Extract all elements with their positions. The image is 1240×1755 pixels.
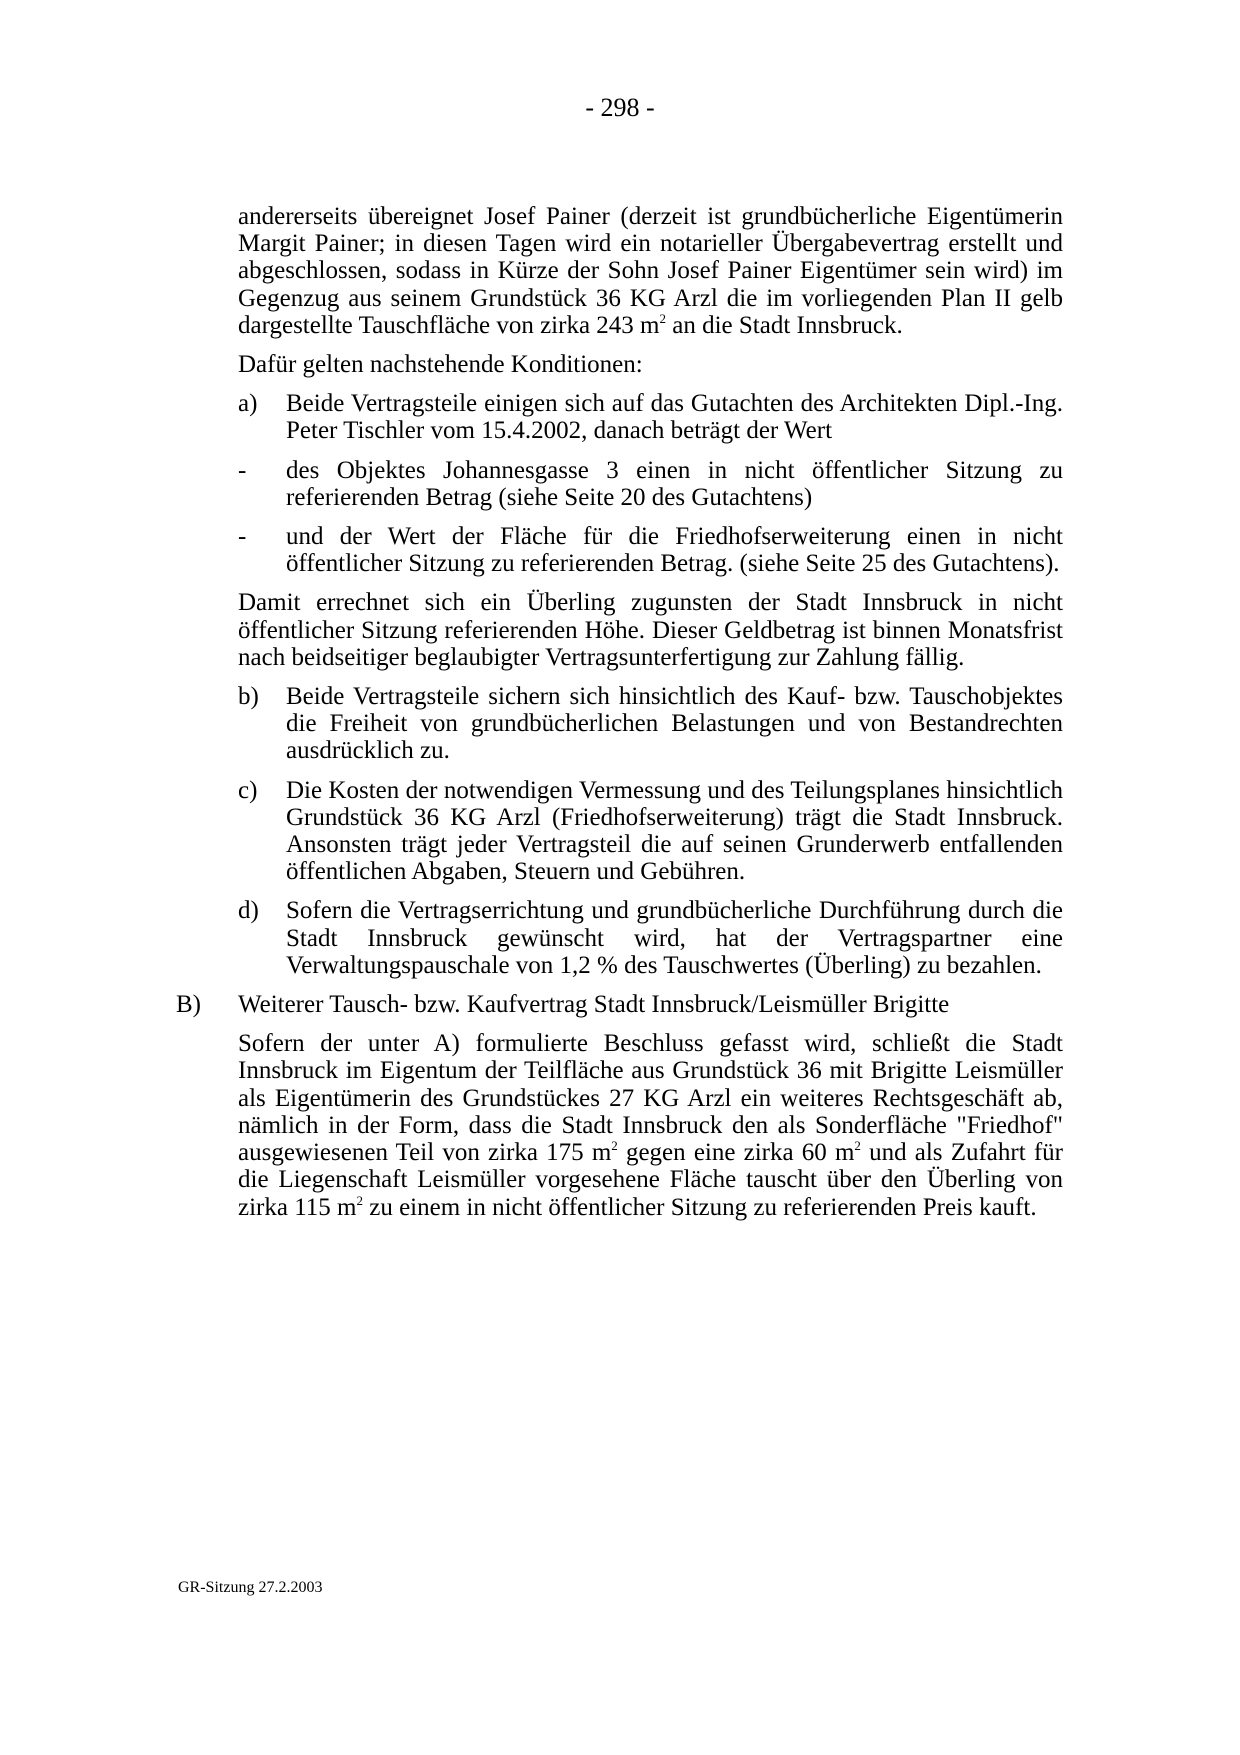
list-item-a	[238, 390, 1063, 444]
list-item-text: Beide Vertragsteile einigen sich auf das Gutachten des Architekten Dipl.-Ing. Peter Tischler vom 15.4.2002, danach beträgt der Wert	[286, 390, 1063, 445]
section-heading-text: Weiterer Tausch- bzw. Kaufvertrag Stadt Innsbruck/Leismüller Brigitte	[238, 991, 950, 1019]
dash-item-2	[238, 523, 1063, 577]
intro-text: andererseits übereignet Josef Painer (derzeit ist grundbücherliche Eigentümerin Margit Painer; in diesen Tagen wird ein notarieller Übergabevertrag erstellt und abgeschlossen, sodass in Kürze der Sohn Josef Painer Eigentümer sein wird) im Gegenzug aus seinem Grundstück 36 KG Arzl die im vorliegenden Plan II gelb dargestellte Tauschfläche von zirka 243 m	[238, 203, 1063, 339]
list-marker: d)	[238, 897, 259, 925]
list-item-b	[238, 683, 1063, 765]
section-marker: B)	[176, 991, 201, 1019]
section-b-text-2: gegen eine zirka 60 m	[617, 1139, 855, 1167]
conditions-intro: Dafür gelten nachstehende Konditionen:	[238, 351, 643, 379]
dash-item-1	[238, 457, 1063, 511]
document-body	[176, 203, 1063, 1233]
list-marker: b)	[238, 683, 259, 711]
list-item-text: Die Kosten der notwendigen Vermessung und des Teilungsplanes hinsichtlich Grundstück 36 KG Arzl (Friedhofserweiterung) trägt die Stadt Innsbruck. Ansonsten trägt jeder Vertragsteil die auf seinen Grunderwerb entfallenden öffentlichen Abgaben, Steuern und Gebühren.	[286, 776, 1063, 886]
intro-paragraph	[238, 203, 1063, 339]
area-superscript: 2	[356, 1192, 363, 1208]
dash-marker: -	[238, 523, 247, 551]
list-item-text: Sofern die Vertragserrichtung und grundbücherliche Durchführung durch die Stadt Innsbruck gewünscht wird, hat der Vertragspartner eine Verwaltungspauschale von 1,2 % des Tauschwertes (Überling) zu bezahlen.	[286, 897, 1063, 979]
section-b-heading	[176, 991, 1063, 1019]
footer-session-date: GR-Sitzung 27.2.2003	[178, 1579, 323, 1596]
area-superscript: 2	[611, 1138, 618, 1154]
section-b-text-3: und als Zufahrt für die Liegenschaft Leismüller vorgesehene Fläche tauscht über den Überling von zirka 115 m	[238, 1139, 1063, 1221]
list-item-text: Beide Vertragsteile sichern sich hinsichtlich des Kauf- bzw. Tauschobjektes die Freiheit von grundbücherlichen Belastungen und von Bestandrechten ausdrücklich zu.	[286, 683, 1063, 765]
dash-item-text: und der Wert der Fläche für die Friedhofserweiterung einen in nicht öffentlicher Sitzung zu referierenden Betrag. (siehe Seite 25 des Gutachtens).	[286, 523, 1063, 578]
dash-item-text: des Objektes Johannesgasse 3 einen in nicht öffentlicher Sitzung zu referierenden Betrag (siehe Seite 20 des Gutachtens)	[286, 456, 1063, 511]
intro-superscript: 2	[659, 310, 666, 326]
section-b-text-4: zu einem in nicht öffentlicher Sitzung zu referierenden Preis kauft.	[362, 1193, 1037, 1221]
area-superscript: 2	[854, 1138, 861, 1154]
section-b-paragraph	[238, 1030, 1063, 1220]
intro-tail: an die Stadt Innsbruck.	[665, 311, 903, 339]
page-number: - 298 -	[585, 93, 655, 122]
list-item-c	[238, 777, 1063, 886]
list-item-d	[238, 897, 1063, 979]
section-b-text-1: Sofern der unter A) formulierte Beschluss gefasst wird, schließt die Stadt Innsbruck im Eigentum der Teilfläche aus Grundstück 36 mit Brigitte Leismüller als Eigentümerin des Grundstückes 27 KG Arzl ein weiteres Rechtsgeschäft ab, nämlich in der Form, dass die Stadt Innsbruck den als Sonderfläche "Friedhof" ausgewiesenen Teil von zirka 175 m	[238, 1030, 1063, 1167]
list-marker: a)	[238, 390, 258, 418]
dash-marker: -	[238, 456, 247, 484]
list-marker: c)	[238, 776, 258, 804]
surplus-paragraph: Damit errechnet sich ein Überling zugunsten der Stadt Innsbruck in nicht öffentlicher Sitzung referierenden Höhe. Dieser Geldbetrag ist binnen Monatsfrist nach beidseitiger beglaubigter Vertragsunterfertigung zur Zahlung fällig.	[238, 589, 1063, 671]
